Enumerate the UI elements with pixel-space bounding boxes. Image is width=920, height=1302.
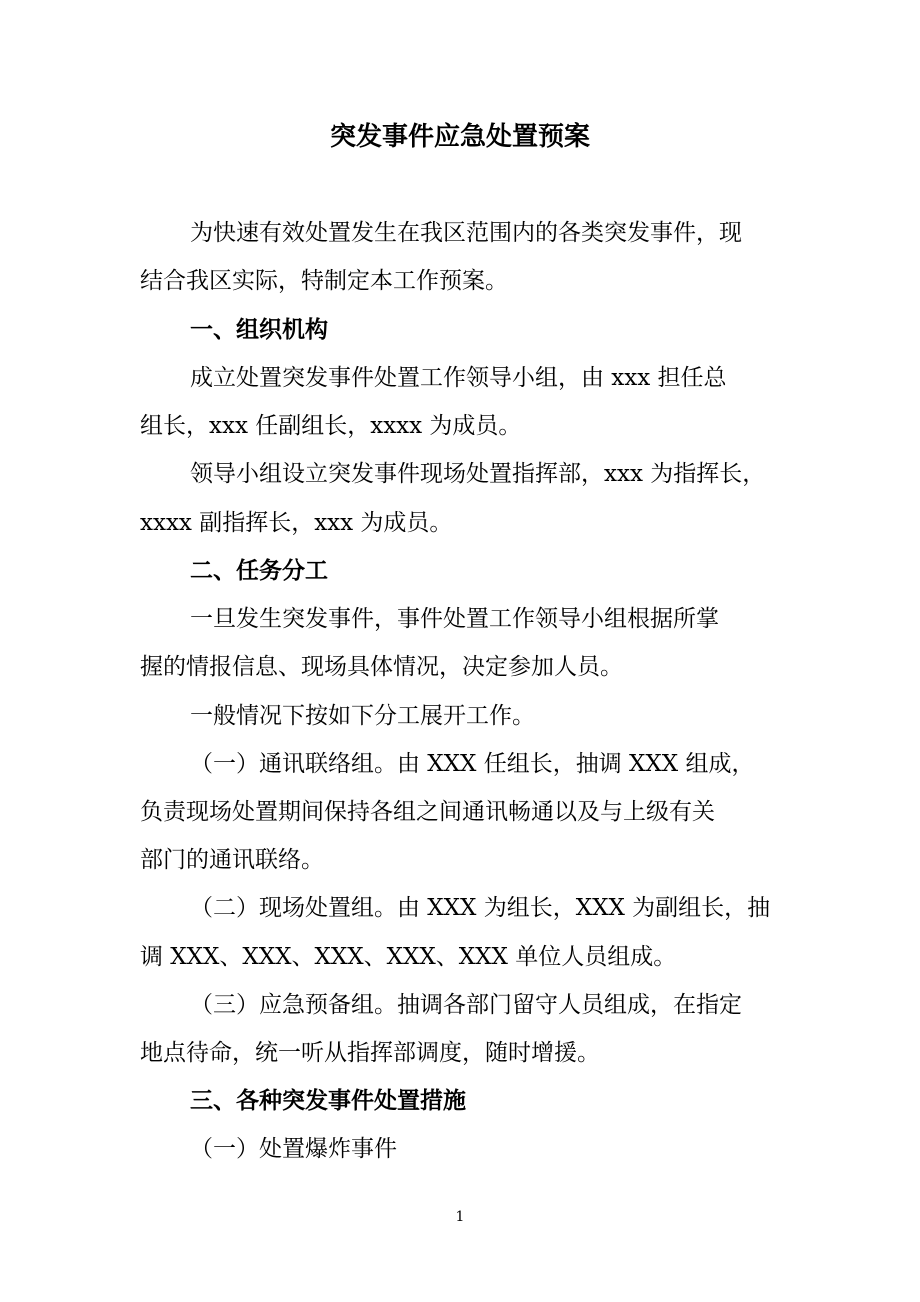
paragraph-line: 为快速有效处置发生在我区范围内的各类突发事件，现	[190, 220, 742, 246]
paragraph-line: 成立处置突发事件处置工作领导小组，由 xxx 担任总	[190, 365, 727, 391]
page-number: 1	[455, 1209, 465, 1225]
paragraph-line: 一般情况下按如下分工展开工作。	[190, 703, 535, 729]
paragraph-line: 调 XXX、XXX、XXX、XXX、XXX 单位人员组成。	[140, 944, 677, 970]
paragraph-line: 握的情报信息、现场具体情况，决定参加人员。	[140, 654, 623, 680]
paragraph-line: xxxx 副指挥长，xxx 为成员。	[140, 510, 453, 536]
paragraph-line: （一）处置爆炸事件	[190, 1136, 397, 1162]
paragraph-line: 地点待命，统一听从指挥部调度，随时增援。	[140, 1040, 600, 1066]
paragraph-line: 一旦发生突发事件，事件处置工作领导小组根据所掌	[190, 606, 719, 632]
paragraph-line: 负责现场处置期间保持各组之间通讯畅通以及与上级有关	[140, 799, 715, 825]
section-heading: 三、各种突发事件处置措施	[190, 1088, 466, 1114]
section-heading: 二、任务分工	[190, 558, 328, 584]
paragraph-line: （一）通讯联络组。由 XXX 任组长，抽调 XXX 组成，	[190, 751, 755, 777]
document-title: 突发事件应急处置预案	[329, 122, 590, 152]
paragraph-line: （三）应急预备组。抽调各部门留守人员组成，在指定	[190, 992, 742, 1018]
paragraph-line: 组长，xxx 任副组长，xxxx 为成员。	[140, 413, 522, 439]
paragraph-line: 部门的通讯联络。	[140, 847, 324, 873]
paragraph-line: （二）现场处置组。由 XXX 为组长，XXX 为副组长，抽	[190, 895, 771, 921]
paragraph-line: 结合我区实际，特制定本工作预案。	[140, 268, 508, 294]
section-heading: 一、组织机构	[190, 317, 328, 343]
paragraph-line: 领导小组设立突发事件现场处置指挥部，xxx 为指挥长，	[190, 461, 766, 487]
